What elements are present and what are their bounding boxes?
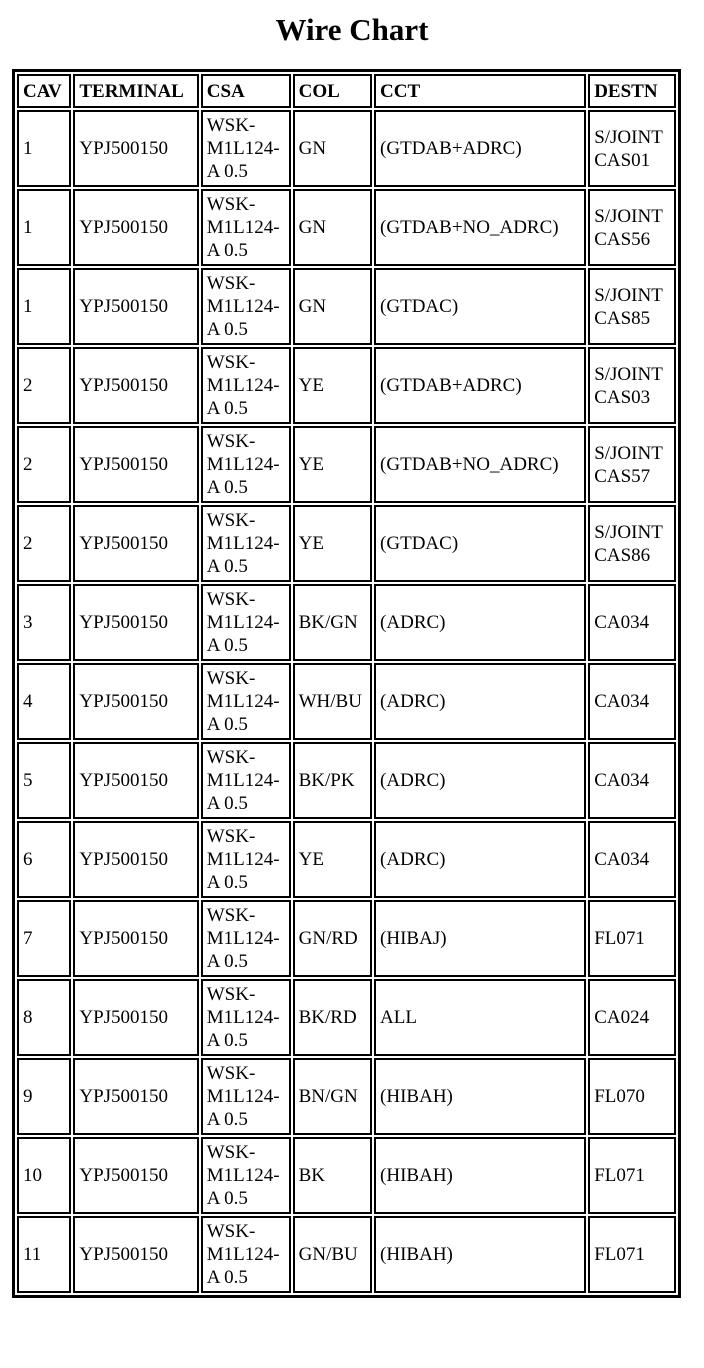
cell-cct: (HIBAH)	[374, 1216, 586, 1293]
cell-csa-line: WSK-	[206, 1063, 256, 1084]
cell-cav: 2	[17, 347, 71, 424]
cell-cct: (HIBAH)	[374, 1137, 586, 1214]
cell-destn	[588, 979, 676, 1056]
cell-csa-line: M1L124-	[206, 1007, 280, 1028]
cell-csa-line: M1L124-	[206, 138, 280, 159]
cell-destn	[588, 742, 676, 819]
cell-col: WH/BU	[293, 663, 372, 740]
cell-col: GN	[293, 268, 372, 345]
cell-csa-line: M1L124-	[206, 217, 280, 238]
cell-cav: 6	[17, 821, 71, 898]
cell-csa-line: M1L124-	[206, 770, 280, 791]
cell-terminal: YPJ500150	[73, 900, 198, 977]
cell-csa-line: M1L124-	[206, 1086, 280, 1107]
wire-chart-table	[12, 69, 681, 1298]
cell-cct: (ADRC)	[374, 663, 586, 740]
cell-csa	[201, 189, 291, 266]
cell-csa-line: A 0.5	[206, 951, 248, 972]
cell-csa-line: A 0.5	[206, 635, 248, 656]
cell-destn	[588, 426, 676, 503]
table-row	[17, 663, 676, 740]
cell-csa-line: A 0.5	[206, 398, 248, 419]
cell-csa-line: WSK-	[206, 826, 256, 847]
cell-csa	[201, 742, 291, 819]
cell-csa	[201, 1137, 291, 1214]
header-csa: CSA	[201, 74, 291, 108]
cell-csa	[201, 347, 291, 424]
cell-csa-line: WSK-	[206, 668, 256, 689]
cell-csa-line: A 0.5	[206, 556, 248, 577]
cell-cct: (ADRC)	[374, 821, 586, 898]
cell-destn-line: CAS85	[594, 307, 651, 329]
table-row	[17, 900, 676, 977]
table-body	[17, 110, 676, 1293]
cell-destn	[588, 821, 676, 898]
cell-col: BN/GN	[293, 1058, 372, 1135]
cell-csa-line: M1L124-	[206, 296, 280, 317]
cell-cav: 8	[17, 979, 71, 1056]
page-title: Wire Chart	[275, 12, 429, 47]
cell-destn	[588, 110, 676, 187]
cell-csa	[201, 1216, 291, 1293]
cell-destn	[588, 189, 676, 266]
cell-col: YE	[293, 426, 372, 503]
cell-cav: 3	[17, 584, 71, 661]
header-terminal: TERMINAL	[73, 74, 198, 108]
header-col: COL	[293, 74, 372, 108]
cell-csa-line: A 0.5	[206, 872, 248, 893]
cell-cct: (HIBAJ)	[374, 900, 586, 977]
cell-csa	[201, 584, 291, 661]
cell-terminal: YPJ500150	[73, 821, 198, 898]
table-row	[17, 347, 676, 424]
cell-csa-line: M1L124-	[206, 1165, 280, 1186]
cell-cct: (ADRC)	[374, 584, 586, 661]
cell-destn-line: FL071	[594, 1165, 645, 1186]
cell-col: YE	[293, 821, 372, 898]
table-row	[17, 1137, 676, 1214]
cell-cav: 9	[17, 1058, 71, 1135]
cell-csa-line: WSK-	[206, 1221, 256, 1242]
cell-col: GN/BU	[293, 1216, 372, 1293]
cell-csa	[201, 1058, 291, 1135]
cell-csa-line: WSK-	[206, 589, 256, 610]
cell-terminal: YPJ500150	[73, 1137, 198, 1214]
cell-destn-line: CA024	[594, 1007, 650, 1028]
cell-terminal: YPJ500150	[73, 663, 198, 740]
cell-csa-line: M1L124-	[206, 454, 280, 475]
cell-terminal: YPJ500150	[73, 426, 198, 503]
cell-destn-line: CA034	[594, 849, 650, 870]
cell-csa-line: A 0.5	[206, 793, 248, 814]
cell-destn	[588, 584, 676, 661]
cell-cav: 5	[17, 742, 71, 819]
cell-col: BK	[293, 1137, 372, 1214]
cell-csa	[201, 663, 291, 740]
table-row	[17, 1058, 676, 1135]
table-row	[17, 742, 676, 819]
cell-cav: 2	[17, 505, 71, 582]
cell-csa-line: A 0.5	[206, 477, 248, 498]
cell-destn-line: S/JOINT	[594, 442, 663, 464]
header-row	[17, 74, 676, 108]
cell-destn-line: S/JOINT	[594, 363, 663, 385]
cell-destn-line: CA034	[594, 612, 650, 633]
cell-csa-line: WSK-	[206, 273, 256, 294]
cell-destn-line: CAS01	[594, 149, 651, 171]
cell-cct: (HIBAH)	[374, 1058, 586, 1135]
table-row	[17, 268, 676, 345]
cell-destn-line: S/JOINT	[594, 205, 663, 227]
cell-csa-line: A 0.5	[206, 161, 248, 182]
cell-cav: 7	[17, 900, 71, 977]
cell-csa-line: A 0.5	[206, 1030, 248, 1051]
table-row	[17, 426, 676, 503]
cell-csa-line: WSK-	[206, 194, 256, 215]
cell-csa-line: M1L124-	[206, 533, 280, 554]
cell-destn	[588, 268, 676, 345]
cell-csa	[201, 505, 291, 582]
cell-destn-line: FL070	[594, 1086, 645, 1107]
cell-csa	[201, 426, 291, 503]
cell-csa-line: WSK-	[206, 352, 256, 373]
cell-destn-line: CAS57	[594, 465, 651, 487]
cell-col: BK/RD	[293, 979, 372, 1056]
cell-destn	[588, 505, 676, 582]
cell-csa-line: WSK-	[206, 1142, 256, 1163]
table-row	[17, 584, 676, 661]
cell-col: GN	[293, 189, 372, 266]
cell-cct: (GTDAC)	[374, 268, 586, 345]
cell-terminal: YPJ500150	[73, 742, 198, 819]
cell-destn	[588, 1216, 676, 1293]
cell-csa-line: WSK-	[206, 115, 256, 136]
cell-terminal: YPJ500150	[73, 584, 198, 661]
cell-terminal: YPJ500150	[73, 979, 198, 1056]
table-row	[17, 821, 676, 898]
cell-col: BK/GN	[293, 584, 372, 661]
cell-csa-line: WSK-	[206, 510, 256, 531]
cell-terminal: YPJ500150	[73, 1058, 198, 1135]
cell-destn-line: CA034	[594, 770, 650, 791]
cell-destn-line: CAS03	[594, 386, 651, 408]
cell-csa	[201, 110, 291, 187]
table-row	[17, 505, 676, 582]
cell-destn-line: CAS86	[594, 544, 651, 566]
cell-destn-line: S/JOINT	[594, 126, 663, 148]
cell-destn	[588, 900, 676, 977]
cell-col: GN/RD	[293, 900, 372, 977]
cell-csa-line: A 0.5	[206, 1109, 248, 1130]
cell-csa-line: A 0.5	[206, 1188, 248, 1209]
cell-csa-line: WSK-	[206, 747, 256, 768]
cell-csa-line: A 0.5	[206, 714, 248, 735]
cell-csa	[201, 979, 291, 1056]
cell-csa-line: A 0.5	[206, 319, 248, 340]
cell-csa-line: A 0.5	[206, 1267, 248, 1288]
cell-col: GN	[293, 110, 372, 187]
cell-csa-line: M1L124-	[206, 1244, 280, 1265]
cell-destn-line: FL071	[594, 1244, 645, 1265]
cell-cav: 1	[17, 110, 71, 187]
cell-destn-line: S/JOINT	[594, 521, 663, 543]
cell-cct: ALL	[374, 979, 586, 1056]
cell-destn	[588, 663, 676, 740]
table-row	[17, 979, 676, 1056]
cell-cav: 11	[17, 1216, 71, 1293]
cell-cct: (ADRC)	[374, 742, 586, 819]
cell-cct: (GTDAB+ADRC)	[374, 347, 586, 424]
cell-cct: (GTDAB+ADRC)	[374, 110, 586, 187]
cell-csa	[201, 268, 291, 345]
cell-destn-line: CA034	[594, 691, 650, 712]
cell-destn	[588, 347, 676, 424]
cell-cav: 1	[17, 268, 71, 345]
cell-terminal: YPJ500150	[73, 268, 198, 345]
table-row	[17, 110, 676, 187]
cell-cav: 1	[17, 189, 71, 266]
table-row	[17, 1216, 676, 1293]
cell-cav: 2	[17, 426, 71, 503]
cell-cav: 4	[17, 663, 71, 740]
cell-csa-line: M1L124-	[206, 612, 280, 633]
cell-terminal: YPJ500150	[73, 347, 198, 424]
cell-csa-line: M1L124-	[206, 849, 280, 870]
cell-terminal: YPJ500150	[73, 1216, 198, 1293]
cell-cct: (GTDAB+NO_ADRC)	[374, 189, 586, 266]
cell-terminal: YPJ500150	[73, 110, 198, 187]
cell-destn	[588, 1058, 676, 1135]
cell-destn-line: CAS56	[594, 228, 651, 250]
cell-col: BK/PK	[293, 742, 372, 819]
cell-csa-line: WSK-	[206, 984, 256, 1005]
cell-cct: (GTDAB+NO_ADRC)	[374, 426, 586, 503]
cell-csa-line: M1L124-	[206, 375, 280, 396]
cell-col: YE	[293, 347, 372, 424]
cell-destn	[588, 1137, 676, 1214]
cell-destn-line: FL071	[594, 928, 645, 949]
cell-cav: 10	[17, 1137, 71, 1214]
cell-col: YE	[293, 505, 372, 582]
cell-csa-line: M1L124-	[206, 928, 280, 949]
header-cct: CCT	[374, 74, 586, 108]
cell-csa-line: M1L124-	[206, 691, 280, 712]
cell-csa-line: A 0.5	[206, 240, 248, 261]
cell-terminal: YPJ500150	[73, 189, 198, 266]
cell-csa	[201, 900, 291, 977]
header-destn: DESTN	[588, 74, 676, 108]
cell-destn-line: S/JOINT	[594, 284, 663, 306]
cell-csa-line: WSK-	[206, 905, 256, 926]
cell-terminal: YPJ500150	[73, 505, 198, 582]
header-cav: CAV	[17, 74, 71, 108]
cell-csa	[201, 821, 291, 898]
cell-cct: (GTDAC)	[374, 505, 586, 582]
table-row	[17, 189, 676, 266]
cell-csa-line: WSK-	[206, 431, 256, 452]
